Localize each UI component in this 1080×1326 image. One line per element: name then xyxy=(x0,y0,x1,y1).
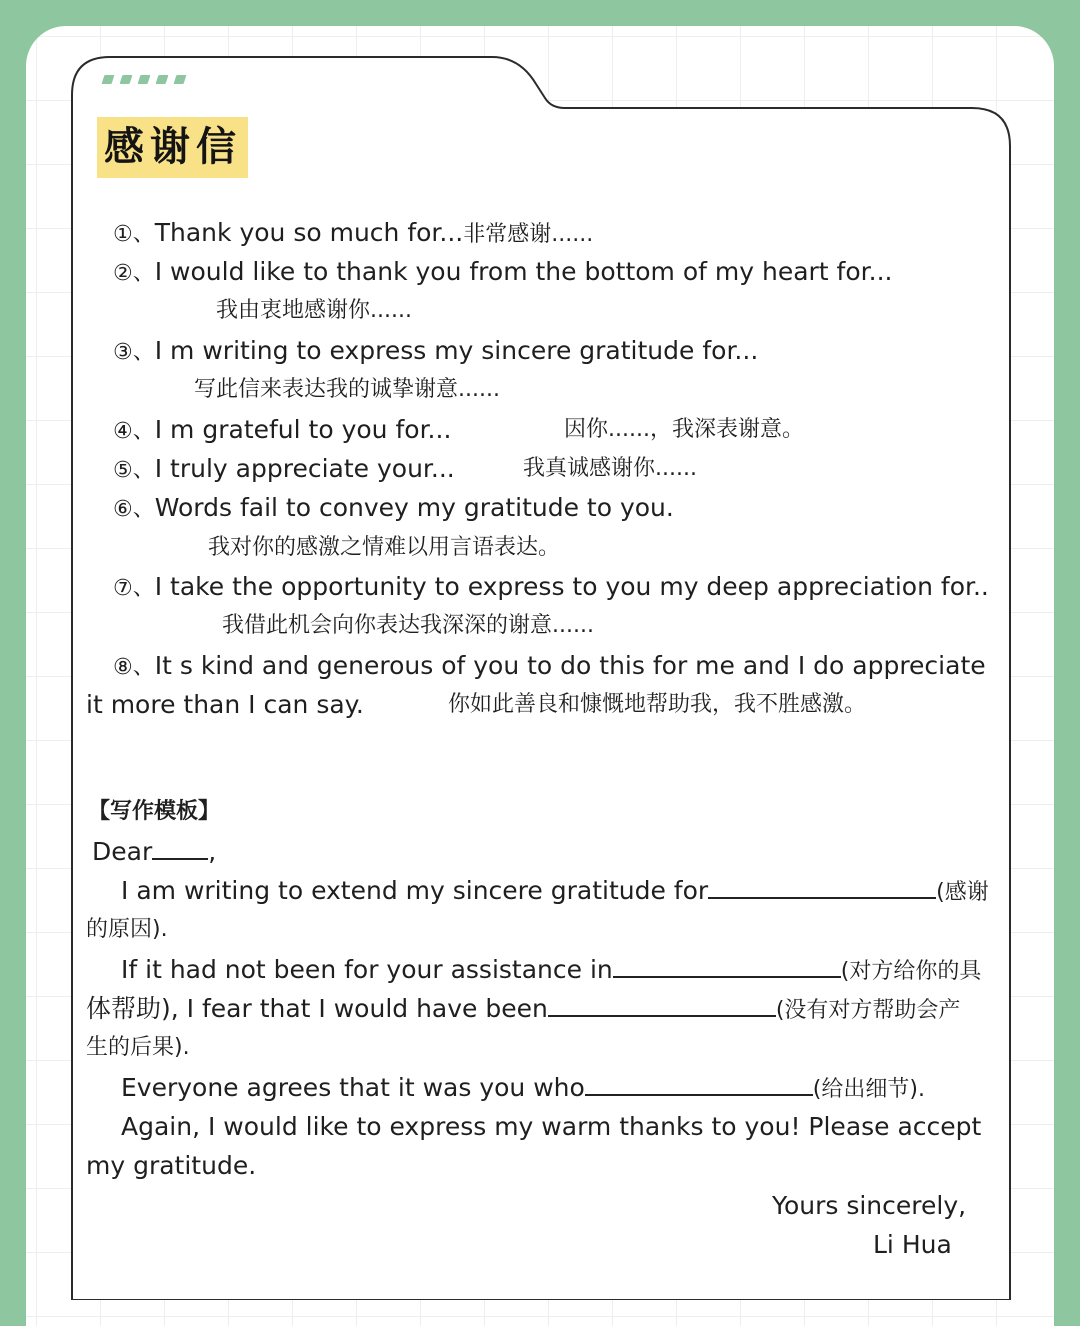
phrase-6-translation: 我对你的感激之情难以用言语表达。 xyxy=(208,535,561,560)
phrase-8-continued: it more than I can say. xyxy=(86,690,364,719)
phrase-7-translation: 我借此机会向你表达我深深的谢意...... xyxy=(222,613,594,638)
template-paragraph-1: I am writing to extend my sincere gratitude for (感谢 xyxy=(121,876,989,905)
phrase-7: ⑦、I take the opportunity to express to you my deep appreciation for.. xyxy=(113,572,989,601)
page-title: 感谢信 xyxy=(104,123,242,170)
blank-name[interactable] xyxy=(152,836,208,860)
phrase-5: ⑤、I truly appreciate your... xyxy=(113,454,455,483)
template-label: 【写作模板】 xyxy=(88,795,220,829)
template-paragraph-2-end: 生的后果). xyxy=(86,1035,190,1060)
phrase-8: ⑧、It s kind and generous of you to do this for me and I do appreciate xyxy=(113,651,986,680)
phrase-4-translation: 因你......，我深表谢意。 xyxy=(564,417,804,442)
blank-reason[interactable] xyxy=(708,875,936,899)
template-paragraph-4: Again, I would like to express my warm thanks to you! Please accept xyxy=(121,1112,982,1141)
phrase-8-translation: 你如此善良和慷慨地帮助我，我不胜感激。 xyxy=(448,692,867,717)
phrase-5-translation: 我真诚感谢你...... xyxy=(523,456,697,481)
template-paragraph-2: If it had not been for your assistance in (对方给你的具 xyxy=(121,955,982,984)
phrase-2-translation: 我由衷地感谢你...... xyxy=(216,298,412,323)
template-paragraph-3: Everyone agrees that it was you who (给出细节). xyxy=(121,1073,925,1102)
decorative-dashes xyxy=(103,75,185,84)
closing: Yours sincerely, xyxy=(772,1191,967,1220)
blank-consequence[interactable] xyxy=(548,993,776,1017)
template-paragraph-4-cont: my gratitude. xyxy=(86,1151,257,1180)
phrase-3: ③、I m writing to express my sincere gratitude for... xyxy=(113,336,759,365)
template-paragraph-2-cont: 体帮助), I fear that I would have been (没有对方帮助会产 xyxy=(86,994,961,1023)
phrase-3-translation: 写此信来表达我的诚挚谢意...... xyxy=(194,377,500,402)
phrase-4: ④、I m grateful to you for... xyxy=(113,415,452,444)
signature: Li Hua xyxy=(873,1230,952,1259)
greeting-line: Dear , xyxy=(92,837,217,866)
phrase-6: ⑥、Words fail to convey my gratitude to you. xyxy=(113,493,674,522)
phrase-1: ①、Thank you so much for...非常感谢...... xyxy=(113,218,594,247)
blank-assistance[interactable] xyxy=(613,954,841,978)
blank-details[interactable] xyxy=(585,1072,813,1096)
phrase-2: ②、I would like to thank you from the bottom of my heart for... xyxy=(113,257,893,286)
template-paragraph-1-cont: 的原因). xyxy=(86,917,168,942)
